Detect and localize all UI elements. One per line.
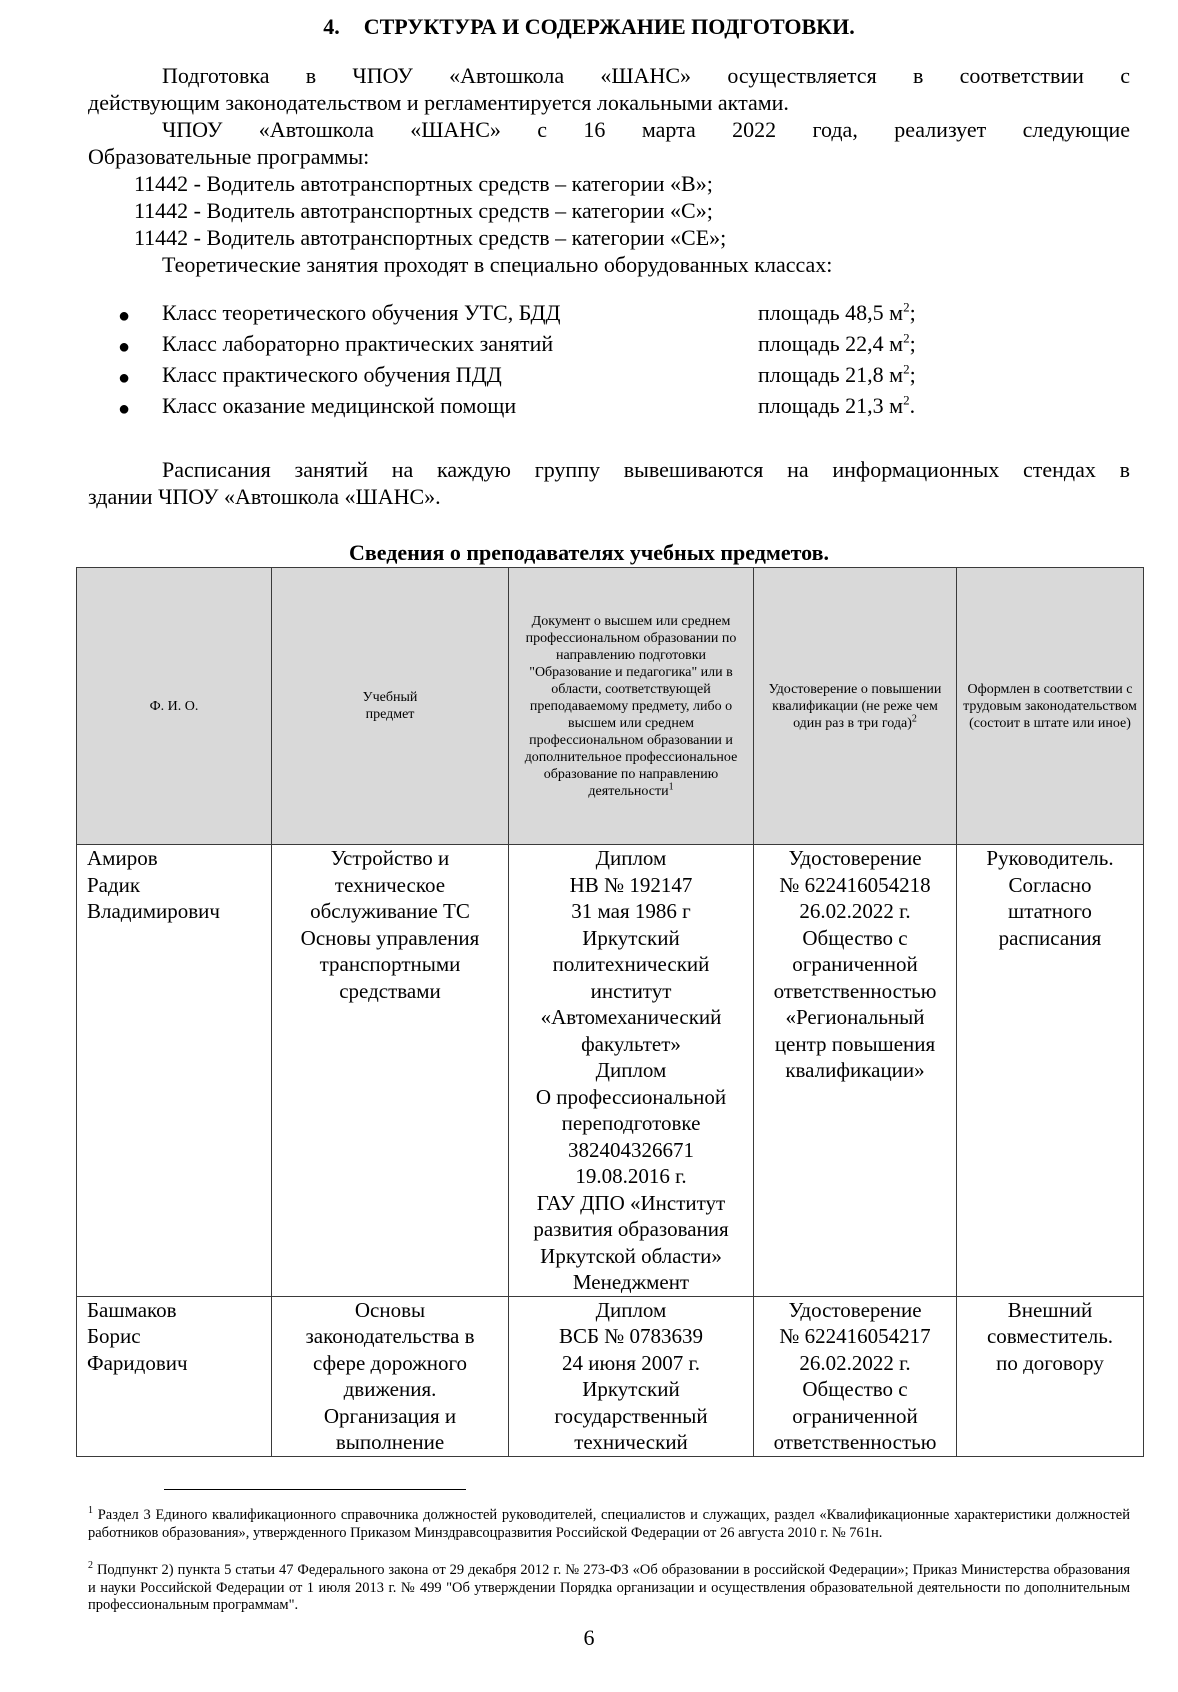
header-employment: Оформлен в соответствии с трудовым законодательством (состоит в штате или иное) — [957, 568, 1144, 845]
cell-employment: Руководитель. Согласно штатного расписания — [957, 845, 1144, 1297]
classes-intro: Теоретические занятия проходят в специально оборудованных классах: — [162, 252, 833, 277]
bullet-icon: ● — [118, 336, 131, 358]
cell-subject: Основы законодательства в сфере дорожного движения. Организация и выполнение — [272, 1296, 509, 1456]
cell-fio: Башмаков Борис Фаридович — [77, 1296, 272, 1456]
bullet-icon: ● — [118, 367, 131, 389]
class-name: Класс практического обучения ПДД — [162, 362, 502, 387]
program-item: 11442 - Водитель автотранспортных средств – категории «СЕ»; — [134, 225, 727, 250]
section-title: СТРУКТУРА И СОДЕРЖАНИЕ ПОДГОТОВКИ. — [363, 14, 855, 39]
bullet-icon: ● — [118, 398, 131, 420]
intro-p1-line1: Подготовка в ЧПОУ «Автошкола «ШАНС» осуществляется в соответствии с — [162, 63, 1130, 88]
cell-education: Диплом НВ № 192147 31 мая 1986 г Иркутский политехнический институт «Автомеханический факультет» Диплом О профессиональной переподготовке 382404326671 19.08.2016 г. ГАУ ДПО «Институт развития образования Иркутской области» Менеджмент — [509, 845, 754, 1297]
program-item: 11442 - Водитель автотранспортных средств – категории «В»; — [134, 171, 713, 196]
class-name: Класс оказание медицинской помощи — [162, 393, 517, 418]
cell-qualification: Удостоверение № 622416054218 26.02.2022 г. Общество с ограниченной ответственностью «Региональный центр повышения квалификации» — [754, 845, 957, 1297]
class-area: площадь 48,5 $м^2$; — [758, 299, 916, 325]
page-number: 6 — [583, 1625, 595, 1650]
cell-subject: Устройство и техническое обслуживание ТС Основы управления транспортными средствами — [272, 845, 509, 1297]
program-item: 11442 - Водитель автотранспортных средств – категории «С»; — [134, 198, 713, 223]
intro-p1-line2: действующим законодательством и регламентируется локальными актами. — [88, 90, 789, 115]
cell-education: Диплом ВСБ № 0783639 24 июня 2007 г. Иркутский государственный технический — [509, 1296, 754, 1456]
footnote-2 — [88, 1562, 1130, 1615]
table-header-row — [77, 568, 1144, 845]
footnote-mark: 2 — [88, 1560, 93, 1572]
footnote-1 — [88, 1507, 1130, 1542]
bullet-icon: ● — [118, 305, 131, 327]
class-area: площадь 21,8 $м^2$; — [758, 361, 916, 387]
section-heading — [0, 14, 1178, 40]
footnote-mark: 1 — [88, 1505, 93, 1517]
table-row — [77, 1296, 1144, 1456]
footnote-text: Раздел 3 Единого квалификационного справочника должностей руководителей, специалистов и служащих, раздел «Квалификационные характеристики должностей работников образования», утвержденного Приказом Минздравсоцразвития Российской Федерации от 26 августа 2010 г. № 761н. — [88, 1507, 1130, 1541]
footnote-separator — [164, 1489, 466, 1490]
header-fio: Ф. И. О. — [77, 568, 272, 845]
intro-p2-line2: Образовательные программы: — [88, 144, 370, 169]
header-subject: Учебный предмет — [272, 568, 509, 845]
cell-qualification: Удостоверение № 622416054217 26.02.2022 г. Общество с ограниченной ответственностью — [754, 1296, 957, 1456]
teachers-table — [76, 567, 1144, 1457]
footnote-text: Подпункт 2) пункта 5 статьи 47 Федерального закона от 29 декабря 2012 г. № 273-ФЗ «Об образовании в российской Федерации»; Приказ Министерства образования и науки Российской Федерации от 1 июля 2013 г. № 499 "Об утверждении Порядка организации и осуществления образовательной деятельности по дополнительным профессиональным программам". — [88, 1562, 1130, 1613]
class-area: площадь 22,4 $м^2$; — [758, 330, 916, 356]
header-qualification: Удостоверение о повышении квалификации (не реже чем один раз в три года)$^2$ — [754, 568, 957, 845]
class-name: Класс теоретического обучения УТС, БДД — [162, 300, 561, 325]
table-title: Сведения о преподавателях учебных предметов. — [348, 540, 829, 565]
cell-fio: Амиров Радик Владимирович — [77, 845, 272, 1297]
schedule-line1: Расписания занятий на каждую группу вывешиваются на информационных стендах в — [162, 457, 1130, 482]
intro-p2-line1: ЧПОУ «Автошкола «ШАНС» с 16 марта 2022 года, реализует следующие — [162, 117, 1130, 142]
header-education: Документ о высшем или среднем профессиональном образовании по направлению подготовки "Образование и педагогика" или в области, соответствующей преподаваемому предмету, либо о высшем или среднем профессиональном образовании и дополнительное профессиональное образование по направлению деятельности$^1$ — [509, 568, 754, 845]
class-area: площадь 21,3 $м^2$. — [758, 392, 916, 418]
cell-employment: Внешний совместитель. по договору — [957, 1296, 1144, 1456]
section-number: 4. — [323, 14, 340, 39]
schedule-line2: здании ЧПОУ «Автошкола «ШАНС». — [88, 484, 441, 509]
class-name: Класс лабораторно практических занятий — [162, 331, 554, 356]
table-row — [77, 845, 1144, 1297]
